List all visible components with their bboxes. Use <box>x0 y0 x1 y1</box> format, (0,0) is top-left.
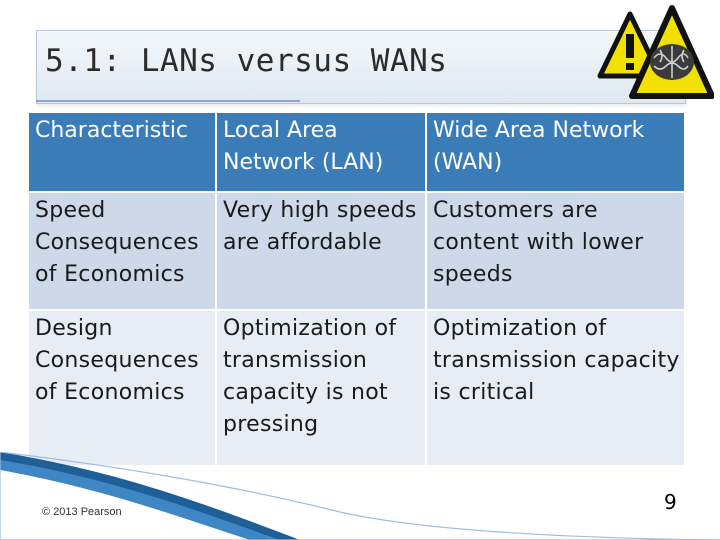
warning-brain-icon <box>592 4 714 100</box>
row-design-lan: Optimization of transmission capacity is not pressing <box>216 310 426 466</box>
row-speed-wan: Customers are content with lower speeds <box>426 192 684 310</box>
table-header-row <box>29 113 684 192</box>
row-speed-characteristic: Speed Consequences of Economics <box>29 192 216 310</box>
copyright-notice: © 2013 Pearson <box>42 506 122 518</box>
slide-number: 9 <box>664 490 677 514</box>
header-lan: Local Area Network (LAN) <box>216 113 426 192</box>
row-speed-lan: Very high speeds are affordable <box>216 192 426 310</box>
bottom-swoosh-decoration <box>0 452 720 540</box>
title-bar <box>36 30 686 104</box>
comparison-table <box>29 113 684 467</box>
table-row <box>29 310 684 466</box>
table-row <box>29 192 684 310</box>
row-design-characteristic: Design Consequences of Economics <box>29 310 216 466</box>
header-characteristic: Characteristic <box>29 113 216 192</box>
title-underline <box>36 100 300 102</box>
slide-title: 5.1: LANs versus WANs <box>45 43 448 79</box>
header-wan: Wide Area Network (WAN) <box>426 113 684 192</box>
row-design-wan: Optimization of transmission capacity is critical <box>426 310 684 466</box>
